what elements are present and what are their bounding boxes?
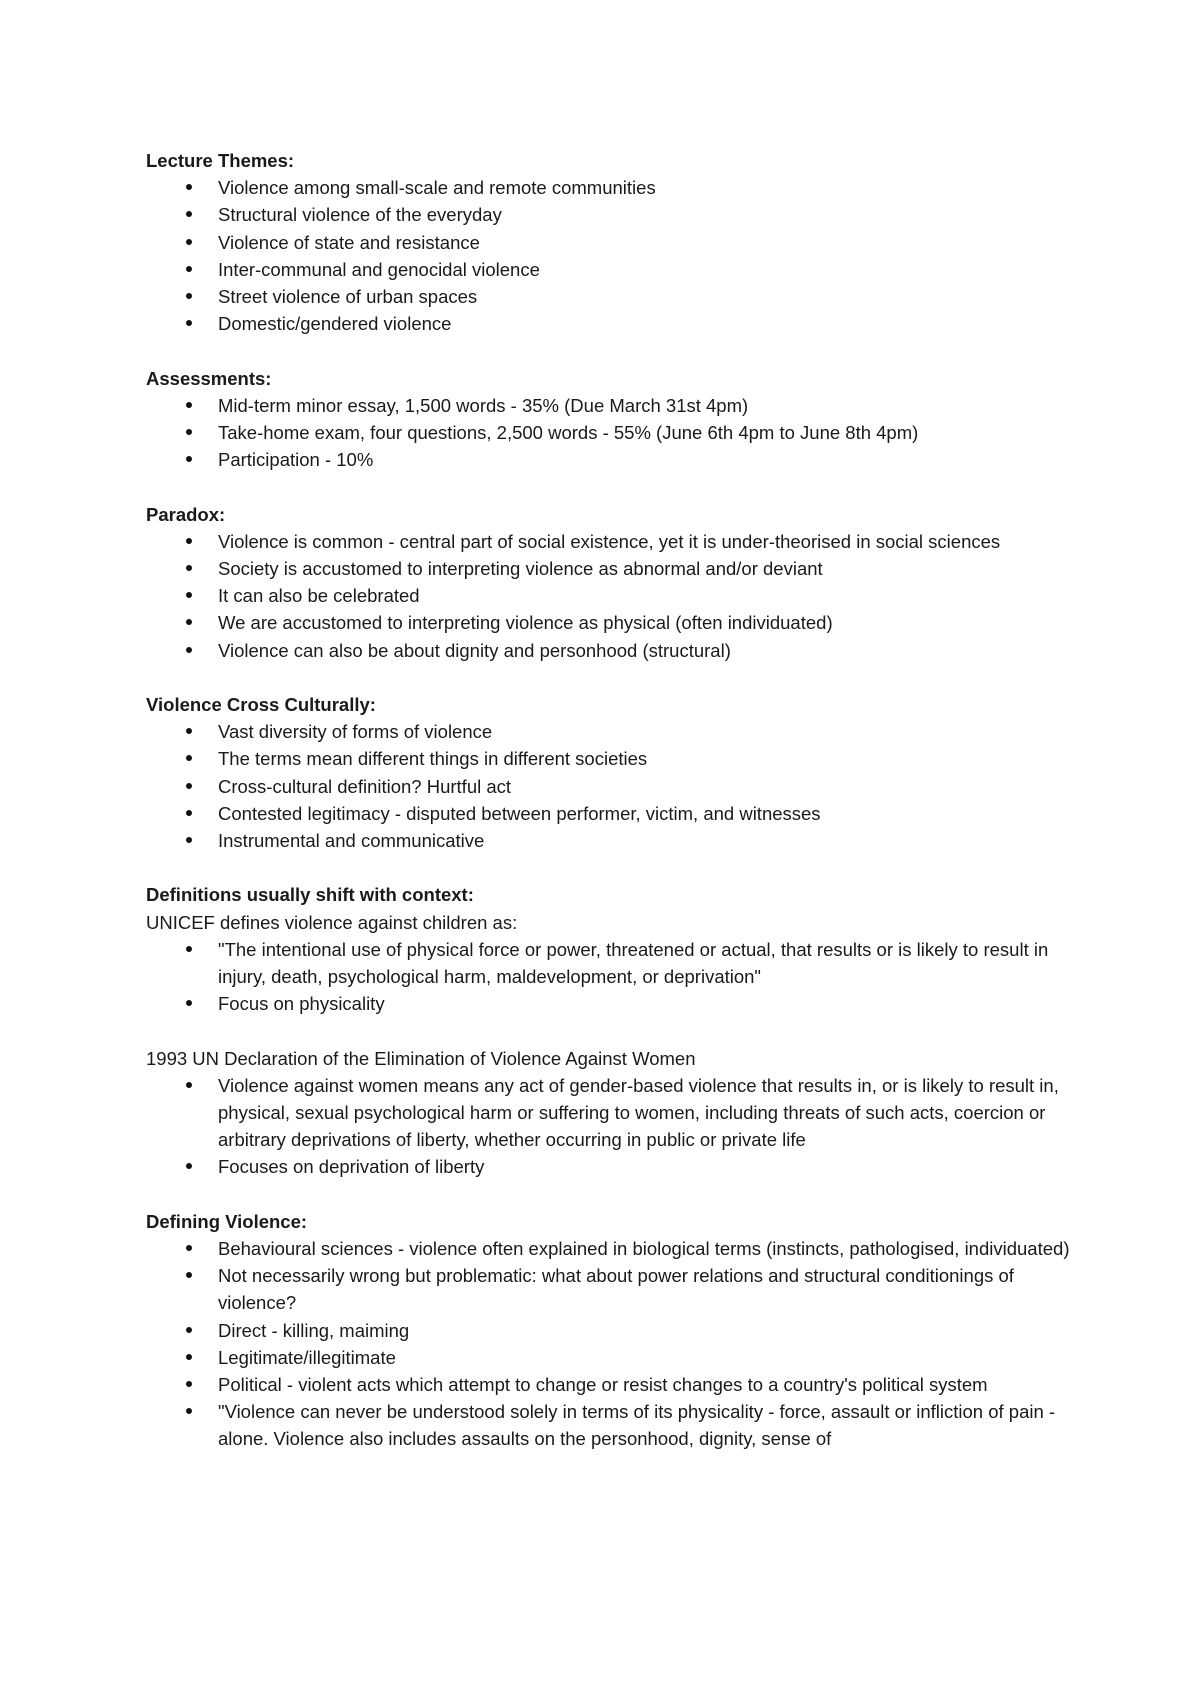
bullet-icon (186, 592, 192, 598)
list-item: Violence against women means any act of gender-based violence that results in, or is likely to result in, physical, sexual psychological harm or suffering to women, including threats of such acts, coercion or arbitrary deprivations of liberty, whether occurring in public or private life (146, 1072, 1096, 1154)
bullet-list-defining-violence (146, 1235, 1096, 1453)
bullet-list-un-declaration (146, 1072, 1096, 1181)
bullet-icon (186, 429, 192, 435)
list-item: Violence of state and resistance (146, 229, 1096, 256)
list-item: Political - violent acts which attempt to change or resist changes to a country's political system (146, 1371, 1096, 1398)
bullet-icon (186, 1272, 192, 1278)
bullet-list-assessments (146, 392, 1096, 474)
bullet-list-cross-culturally (146, 718, 1096, 854)
section-heading-assessments: Assessments: (146, 367, 272, 389)
section-heading-cross-culturally: Violence Cross Culturally: (146, 694, 376, 716)
list-item: Focuses on deprivation of liberty (146, 1153, 1096, 1180)
bullet-icon (186, 1408, 192, 1414)
bullet-icon (186, 402, 192, 408)
list-item: Structural violence of the everyday (146, 201, 1096, 228)
bullet-icon (186, 211, 192, 217)
spacer (146, 337, 1096, 364)
spacer (146, 664, 1096, 691)
spacer (146, 854, 1096, 881)
list-item: Inter-communal and genocidal violence (146, 256, 1096, 283)
list-item: Direct - killing, maiming (146, 1317, 1096, 1344)
bullet-icon (186, 456, 192, 462)
list-item: Violence among small-scale and remote communities (146, 174, 1096, 201)
bullet-list-paradox (146, 528, 1096, 664)
bullet-icon (186, 266, 192, 272)
section-heading-defining-violence: Defining Violence: (146, 1210, 308, 1232)
bullet-list-unicef (146, 936, 1096, 1018)
un-declaration-intro: 1993 UN Declaration of the Elimination of Violence Against Women (146, 1047, 696, 1069)
bullet-icon (186, 565, 192, 571)
bullet-icon (186, 1163, 192, 1169)
list-item: Take-home exam, four questions, 2,500 words - 55% (June 6th 4pm to June 8th 4pm) (146, 419, 1096, 446)
spacer (146, 1181, 1096, 1208)
bullet-icon (186, 239, 192, 245)
bullet-icon (186, 647, 192, 653)
bullet-icon (186, 1381, 192, 1387)
bullet-icon (186, 783, 192, 789)
list-item: Legitimate/illegitimate (146, 1344, 1096, 1371)
list-item: "The intentional use of physical force or power, threatened or actual, that results or is likely to result in injury, death, psychological harm, maldevelopment, or deprivation" (146, 936, 1096, 990)
list-item: Not necessarily wrong but problematic: what about power relations and structural conditionings of violence? (146, 1262, 1096, 1316)
list-item: Vast diversity of forms of violence (146, 718, 1096, 745)
bullet-icon (186, 320, 192, 326)
bullet-icon (186, 184, 192, 190)
bullet-icon (186, 1000, 192, 1006)
section-heading-lecture-themes: Lecture Themes: (146, 150, 295, 171)
list-item: Behavioural sciences - violence often explained in biological terms (instincts, pathologised, individuated) (146, 1235, 1096, 1262)
list-item: Participation - 10% (146, 446, 1096, 473)
section-heading-definitions: Definitions usually shift with context: (146, 884, 474, 906)
spacer (146, 1017, 1096, 1044)
list-item: Mid-term minor essay, 1,500 words - 35% (Due March 31st 4pm) (146, 392, 1096, 419)
bullet-icon (186, 538, 192, 544)
list-item: Street violence of urban spaces (146, 283, 1096, 310)
bullet-icon (186, 810, 192, 816)
bullet-list-lecture-themes (146, 174, 1096, 337)
bullet-icon (186, 1245, 192, 1251)
bullet-icon (186, 728, 192, 734)
list-item: Cross-cultural definition? Hurtful act (146, 773, 1096, 800)
list-item: Domestic/gendered violence (146, 310, 1096, 337)
bullet-icon (186, 837, 192, 843)
bullet-icon (186, 1354, 192, 1360)
section-heading-paradox: Paradox: (146, 503, 226, 525)
list-item: Focus on physicality (146, 990, 1096, 1017)
spacer (146, 473, 1096, 500)
bullet-icon (186, 946, 192, 952)
list-item: The terms mean different things in different societies (146, 745, 1096, 772)
list-item: Contested legitimacy - disputed between performer, victim, and witnesses (146, 800, 1096, 827)
list-item: Society is accustomed to interpreting violence as abnormal and/or deviant (146, 555, 1096, 582)
document-body (146, 147, 1096, 1453)
list-item: Violence is common - central part of social existence, yet it is under-theorised in social sciences (146, 528, 1096, 555)
unicef-intro: UNICEF defines violence against children as: (146, 911, 518, 933)
list-item: Violence can also be about dignity and personhood (structural) (146, 637, 1096, 664)
bullet-icon (186, 1327, 192, 1333)
bullet-icon (186, 755, 192, 761)
list-item: It can also be celebrated (146, 582, 1096, 609)
list-item: Instrumental and communicative (146, 827, 1096, 854)
list-item: We are accustomed to interpreting violence as physical (often individuated) (146, 609, 1096, 636)
bullet-icon (186, 1082, 192, 1088)
bullet-icon (186, 293, 192, 299)
list-item: "Violence can never be understood solely in terms of its physicality - force, assault or infliction of pain - alone. Violence also includes assaults on the personhood, dignity, sense of (146, 1398, 1096, 1452)
bullet-icon (186, 619, 192, 625)
